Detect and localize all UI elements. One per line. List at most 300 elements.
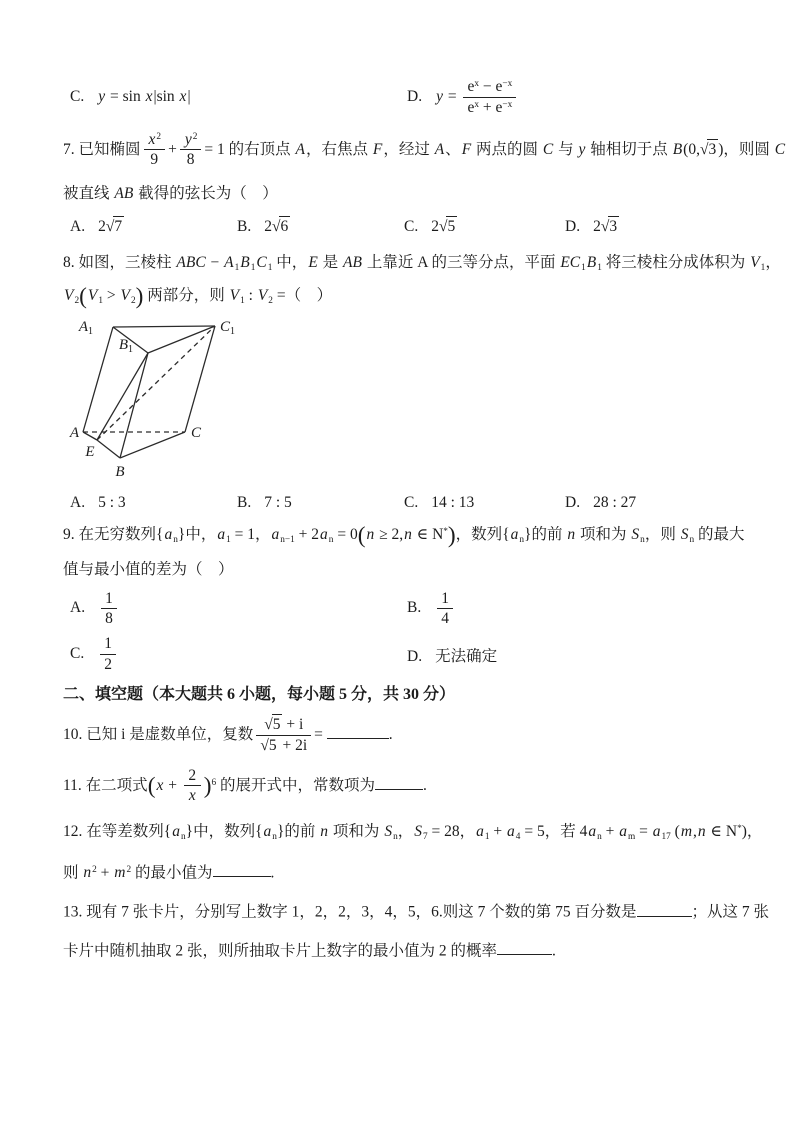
math-segment: ∈ N	[706, 823, 738, 841]
math-segment: n	[173, 534, 178, 545]
math-segment: {	[156, 525, 164, 543]
option-c	[404, 218, 565, 236]
math-segment: √7	[105, 217, 123, 235]
math-segment: a	[217, 525, 226, 543]
math-segment: n	[320, 823, 329, 841]
question9-options-row-cd	[63, 635, 742, 674]
edge-e-c1-section-hidden	[97, 326, 215, 440]
answer-blank	[327, 722, 389, 739]
option-label: C.	[70, 645, 85, 663]
math-segment: + e	[479, 98, 503, 116]
math-segment: a	[652, 823, 661, 841]
math-segment: +	[164, 776, 181, 794]
option-formula	[435, 78, 519, 116]
math-segment: ，数列	[455, 525, 503, 543]
math-segment: ；从这 7 张	[691, 903, 770, 921]
math-segment: 2	[192, 131, 198, 142]
option-formula	[431, 218, 457, 235]
math-segment: 2	[98, 217, 106, 235]
math-segment: F	[372, 140, 383, 158]
vertex-label-b1: $B_1$	[118, 336, 133, 355]
math-segment: m	[627, 832, 636, 843]
option-d	[407, 78, 742, 117]
math-segment: 13. 现有 7 张卡片，分别写上数字 1，2，2，3，4，5，6.则这 7 个数的第 75 百分数是	[63, 903, 637, 921]
math-segment: a	[271, 525, 280, 543]
math-segment: 12. 在等差数列	[63, 823, 164, 841]
math-segment: x	[474, 78, 480, 89]
math-segment: 中，	[272, 253, 308, 271]
option-d	[407, 644, 742, 666]
math-segment: 上靠近 A 的三等分点，平面	[362, 253, 560, 271]
math-segment: −x	[502, 78, 513, 89]
answer-blank	[637, 899, 692, 916]
option-label: C.	[70, 88, 85, 106]
option-value	[434, 589, 456, 628]
question13-line1	[63, 899, 770, 924]
math-segment: √5	[264, 716, 281, 734]
math-segment: 截得的弦长为（ ）	[134, 185, 278, 203]
vertex-label-c: C	[191, 424, 202, 441]
math-segment: +	[168, 140, 177, 158]
math-segment: 1	[104, 635, 112, 653]
math-segment: − e	[479, 78, 503, 95]
math-segment: √5	[438, 217, 456, 235]
math-segment: √5	[260, 736, 277, 754]
math-segment: + 2i	[278, 736, 308, 754]
math-segment: 是	[318, 253, 343, 271]
option-label: D.	[407, 647, 423, 665]
math-segment: B	[672, 140, 683, 158]
math-segment: 1	[441, 589, 449, 607]
math-segment: .	[423, 776, 427, 794]
math-segment: n	[597, 832, 602, 843]
math-segment: n	[366, 525, 375, 543]
math-segment: m	[114, 864, 126, 882]
option-label: D.	[565, 493, 581, 511]
vertex-label-b: B	[115, 463, 125, 480]
math-segment: 值与最小值的差为（ ）	[63, 561, 234, 579]
math-segment	[437, 590, 453, 629]
prism-svg	[65, 315, 255, 485]
math-segment: B	[240, 253, 250, 271]
math-segment: |sin	[153, 88, 179, 106]
option-label: D.	[565, 217, 581, 235]
math-segment: V	[229, 287, 240, 305]
math-segment: 1	[234, 262, 240, 273]
question12-line1	[63, 821, 763, 843]
math-segment: .	[552, 942, 556, 960]
question8-line1	[63, 252, 781, 274]
option-formula	[97, 88, 190, 105]
math-segment: C	[256, 253, 267, 271]
math-segment: ABC	[176, 253, 206, 271]
option-value	[97, 635, 119, 674]
math-segment: 2	[593, 217, 601, 235]
option-a	[70, 590, 407, 629]
math-segment: +	[96, 864, 114, 882]
math-segment: 7 : 5	[264, 493, 292, 511]
math-segment: V	[120, 287, 130, 305]
option-label: C.	[404, 217, 419, 235]
math-segment: a	[619, 823, 627, 841]
question11-line1	[63, 767, 742, 806]
option-b	[237, 494, 404, 512]
math-segment: 的展开式中，常数项为	[216, 776, 376, 794]
option-b	[237, 218, 404, 236]
math-segment: 、	[445, 140, 461, 158]
math-segment: *	[737, 824, 742, 835]
math-segment: |	[187, 88, 191, 106]
vertex-label-a1: $A_1$	[78, 318, 93, 337]
math-segment: }	[524, 525, 532, 543]
math-segment: n	[272, 832, 277, 843]
math-segment: x	[148, 130, 156, 148]
vertex-label-e: E	[85, 443, 95, 460]
math-segment: 1	[581, 262, 586, 273]
math-segment: (	[79, 283, 87, 310]
option-label: A.	[70, 493, 86, 511]
math-segment	[463, 78, 516, 117]
math-segment: 与	[554, 140, 578, 158]
math-segment: 的前	[531, 525, 567, 543]
math-segment: 1	[226, 534, 231, 545]
math-segment: )	[447, 521, 456, 548]
math-segment	[184, 767, 201, 806]
math-segment: 7. 已知椭圆	[63, 140, 141, 158]
math-segment: 3	[609, 217, 618, 235]
math-segment: 6	[280, 217, 289, 235]
math-segment: {	[255, 823, 263, 841]
math-segment: {	[502, 525, 510, 543]
math-segment: a	[164, 525, 173, 543]
math-segment: 2	[268, 295, 273, 306]
section2-header: 二、填空题（本大题共 6 小题，每小题 5 分，共 30 分）	[63, 685, 456, 703]
math-segment: x	[474, 99, 480, 110]
math-segment: = 0	[333, 525, 358, 543]
math-segment: a	[476, 823, 484, 841]
math-segment: √3	[699, 140, 717, 158]
math-segment: 11. 在二项式	[63, 776, 148, 794]
math-segment: ∈ N	[412, 525, 444, 543]
math-segment: A	[434, 140, 445, 158]
math-segment: 2	[126, 864, 132, 875]
edge-e-b	[97, 440, 120, 458]
math-segment: 6	[211, 777, 217, 788]
math-segment: 的最大	[694, 525, 745, 543]
edge-b1-c1	[148, 326, 215, 353]
math-segment: 卡片中随机抽取 2 张，则所抽取卡片上数字的最小值为 2 的概率	[63, 942, 498, 960]
question9-options-row-ab	[63, 590, 742, 629]
math-segment: 17	[661, 832, 671, 843]
math-segment: 9. 在无穷数列	[63, 525, 157, 543]
math-segment	[100, 635, 116, 674]
math-segment: .	[270, 864, 275, 882]
question7-options-row	[63, 218, 742, 236]
math-segment: a	[507, 823, 515, 841]
math-segment: 2	[156, 131, 162, 142]
math-segment: 2	[431, 217, 439, 235]
math-segment: }	[177, 525, 186, 543]
math-segment: {	[163, 823, 172, 841]
math-segment: V	[64, 287, 74, 305]
math-segment: 1	[484, 832, 490, 843]
math-segment: C	[774, 140, 786, 158]
math-segment: y	[184, 130, 192, 148]
option-label: C.	[404, 493, 419, 511]
math-segment: n	[689, 534, 695, 545]
math-segment: 被直线	[63, 185, 114, 203]
math-segment: 5	[447, 217, 456, 235]
math-segment: n	[519, 534, 525, 545]
option-value	[593, 494, 636, 511]
question7-line2	[63, 183, 742, 205]
math-segment: A	[295, 140, 305, 158]
math-segment: n	[640, 534, 645, 545]
math-segment	[256, 716, 311, 755]
math-segment: 3	[708, 140, 717, 158]
math-segment: 1	[98, 295, 103, 306]
math-segment: a	[320, 525, 328, 543]
math-segment: 5	[272, 716, 281, 734]
option-formula	[264, 218, 290, 235]
math-segment: e	[467, 78, 475, 95]
math-segment: (	[670, 823, 680, 841]
math-segment: n	[83, 864, 92, 882]
math-segment: =	[314, 725, 327, 743]
math-segment: }	[185, 823, 194, 841]
math-segment: n	[404, 525, 412, 543]
math-segment: √6	[271, 217, 289, 235]
math-segment: F	[461, 140, 472, 158]
math-segment: n−1	[280, 534, 295, 545]
option-value	[98, 494, 126, 511]
math-segment: + i	[282, 716, 304, 734]
math-segment: = 5，若 4	[520, 823, 588, 841]
math-segment: ，经过	[383, 140, 434, 158]
math-segment: 1	[597, 262, 602, 273]
math-segment: n	[328, 534, 334, 545]
edge-b-c	[120, 432, 185, 458]
math-segment: a	[510, 525, 519, 543]
math-segment: 8. 如图，三棱柱	[63, 253, 176, 271]
math-segment: 则	[63, 864, 83, 882]
math-segment: n	[393, 832, 398, 843]
math-segment: = 1，	[230, 525, 271, 543]
math-segment: 中，数列	[193, 823, 256, 841]
option-c	[70, 88, 407, 106]
math-segment: 5	[268, 736, 277, 754]
option-label: A.	[70, 217, 86, 235]
math-segment: 中，	[185, 525, 217, 543]
math-segment: (0,	[683, 140, 700, 158]
question9-line1	[63, 521, 745, 548]
math-segment: E	[308, 253, 318, 271]
question10-line1	[63, 716, 742, 755]
math-segment: ，	[765, 253, 781, 271]
option-value	[98, 589, 120, 628]
math-segment: 8	[186, 151, 195, 169]
math-segment: y	[578, 140, 586, 158]
answer-blank	[213, 860, 271, 877]
math-segment: 的前	[284, 823, 320, 841]
math-segment: + 2	[294, 525, 320, 543]
math-segment: .	[388, 725, 393, 743]
math-segment: EC	[560, 253, 581, 271]
math-segment: +	[601, 823, 619, 841]
edge-e-b1-section	[97, 353, 148, 440]
math-segment: 2	[188, 766, 197, 784]
edge-a1-a	[83, 327, 113, 432]
question7-line1	[63, 130, 786, 170]
math-segment: n	[697, 823, 706, 841]
math-segment: √3	[600, 217, 618, 235]
math-segment: =（ ）	[272, 287, 333, 305]
math-segment: 8	[105, 610, 113, 628]
vertex-label-c1: $C_1$	[220, 318, 236, 337]
math-segment: m	[680, 823, 693, 841]
math-segment: )	[203, 772, 212, 799]
math-segment: :	[244, 287, 257, 305]
math-segment: ,	[693, 823, 697, 841]
option-label: D.	[407, 87, 423, 105]
option-value	[264, 494, 292, 511]
option-formula	[593, 218, 619, 235]
edge-c1-c	[185, 326, 215, 432]
math-segment: 2	[130, 295, 136, 306]
math-segment: ，则	[644, 525, 680, 543]
math-segment: n	[180, 832, 186, 843]
math-segment: 将三棱柱分成体积为	[601, 253, 750, 271]
math-segment: (	[147, 772, 156, 799]
math-segment	[180, 131, 202, 170]
question13-line2	[63, 938, 742, 963]
math-segment: a	[172, 823, 180, 841]
math-segment: ≥ 2,	[375, 525, 404, 543]
option-value	[435, 648, 497, 665]
option-c	[70, 635, 407, 674]
option-c	[404, 494, 565, 512]
math-segment: x	[156, 776, 164, 794]
math-segment: x	[145, 88, 153, 106]
math-segment: 1	[240, 295, 245, 306]
math-segment: 2	[74, 295, 80, 306]
math-segment: 两部分，则	[143, 287, 229, 305]
math-segment	[101, 590, 117, 629]
math-segment: 4	[515, 832, 521, 843]
edge-a1-c1	[113, 326, 215, 327]
option-d	[565, 218, 742, 236]
math-segment: ，	[397, 823, 414, 841]
math-segment: S	[631, 525, 640, 543]
option-b	[407, 590, 742, 629]
edge-a-e	[83, 432, 97, 440]
math-segment: 1	[250, 262, 256, 273]
math-segment: a	[588, 823, 597, 841]
math-segment: A	[224, 253, 234, 271]
math-segment: y	[98, 88, 106, 106]
answer-blank	[375, 772, 423, 789]
math-segment: +	[489, 823, 507, 841]
math-segment: −	[206, 253, 224, 271]
math-segment: 两点的圆	[472, 140, 542, 158]
question8-line2	[63, 283, 742, 310]
math-segment: = 1 的右顶点	[204, 140, 295, 158]
math-segment: )，则圆	[718, 140, 774, 158]
question12-line2	[63, 860, 742, 885]
math-segment: x	[179, 88, 187, 106]
math-segment: 4	[441, 610, 449, 628]
math-segment: AB	[343, 253, 362, 271]
math-segment: AB	[114, 185, 134, 203]
option-label: B.	[237, 493, 252, 511]
option-a	[70, 494, 237, 512]
math-segment: ，右焦点	[305, 140, 372, 158]
math-segment: 2	[92, 864, 97, 875]
math-segment: 7	[422, 832, 428, 843]
math-segment: 轴相切于点	[586, 140, 672, 158]
math-segment: 2	[104, 656, 112, 674]
math-segment: e	[467, 98, 475, 116]
math-segment	[144, 131, 166, 170]
math-segment: 1	[105, 589, 113, 607]
option-label: B.	[237, 217, 252, 235]
math-segment: }	[276, 823, 285, 841]
math-segment: S	[680, 525, 689, 543]
math-segment: 2	[264, 217, 272, 235]
math-segment: 项和为	[576, 525, 631, 543]
option-value	[431, 494, 474, 511]
math-segment: 28 : 27	[593, 493, 637, 511]
option-a	[70, 218, 237, 236]
question8-options-row	[63, 494, 742, 512]
math-segment: C	[542, 140, 554, 158]
math-segment: 7	[114, 217, 123, 235]
math-segment: y	[436, 87, 443, 105]
math-segment: S	[384, 823, 393, 841]
math-segment: V	[87, 287, 98, 305]
math-segment: =	[635, 823, 652, 841]
math-segment: = 28，	[427, 823, 476, 841]
math-segment: 14 : 13	[431, 493, 475, 511]
math-segment: V	[257, 287, 268, 305]
option-d	[565, 494, 742, 512]
math-segment: x	[188, 787, 196, 805]
math-segment: )	[135, 283, 144, 310]
math-segment: a	[263, 823, 272, 841]
math-segment: V	[750, 253, 760, 271]
math-segment: (	[357, 521, 366, 548]
math-segment: 1	[760, 262, 766, 273]
math-segment: =	[443, 87, 461, 105]
math-segment: 5 : 3	[98, 493, 126, 511]
math-segment: 无法确定	[435, 647, 498, 665]
math-segment: >	[103, 287, 120, 305]
question6-options-row	[63, 78, 742, 117]
vertex-label-a: A	[69, 424, 79, 441]
math-segment: S	[414, 823, 422, 841]
option-label: B.	[407, 599, 422, 617]
math-segment: −x	[502, 99, 513, 110]
math-segment: 项和为	[329, 823, 384, 841]
option-formula	[98, 218, 124, 235]
edge-b1-b	[120, 353, 148, 458]
option-label: A.	[70, 599, 86, 617]
math-segment: 10. 已知 i 是虚数单位，复数	[63, 725, 254, 743]
math-segment: 9	[150, 151, 159, 169]
math-segment: )，	[741, 823, 763, 841]
math-segment: 1	[267, 262, 273, 273]
math-segment: 的最小值为	[131, 864, 213, 882]
